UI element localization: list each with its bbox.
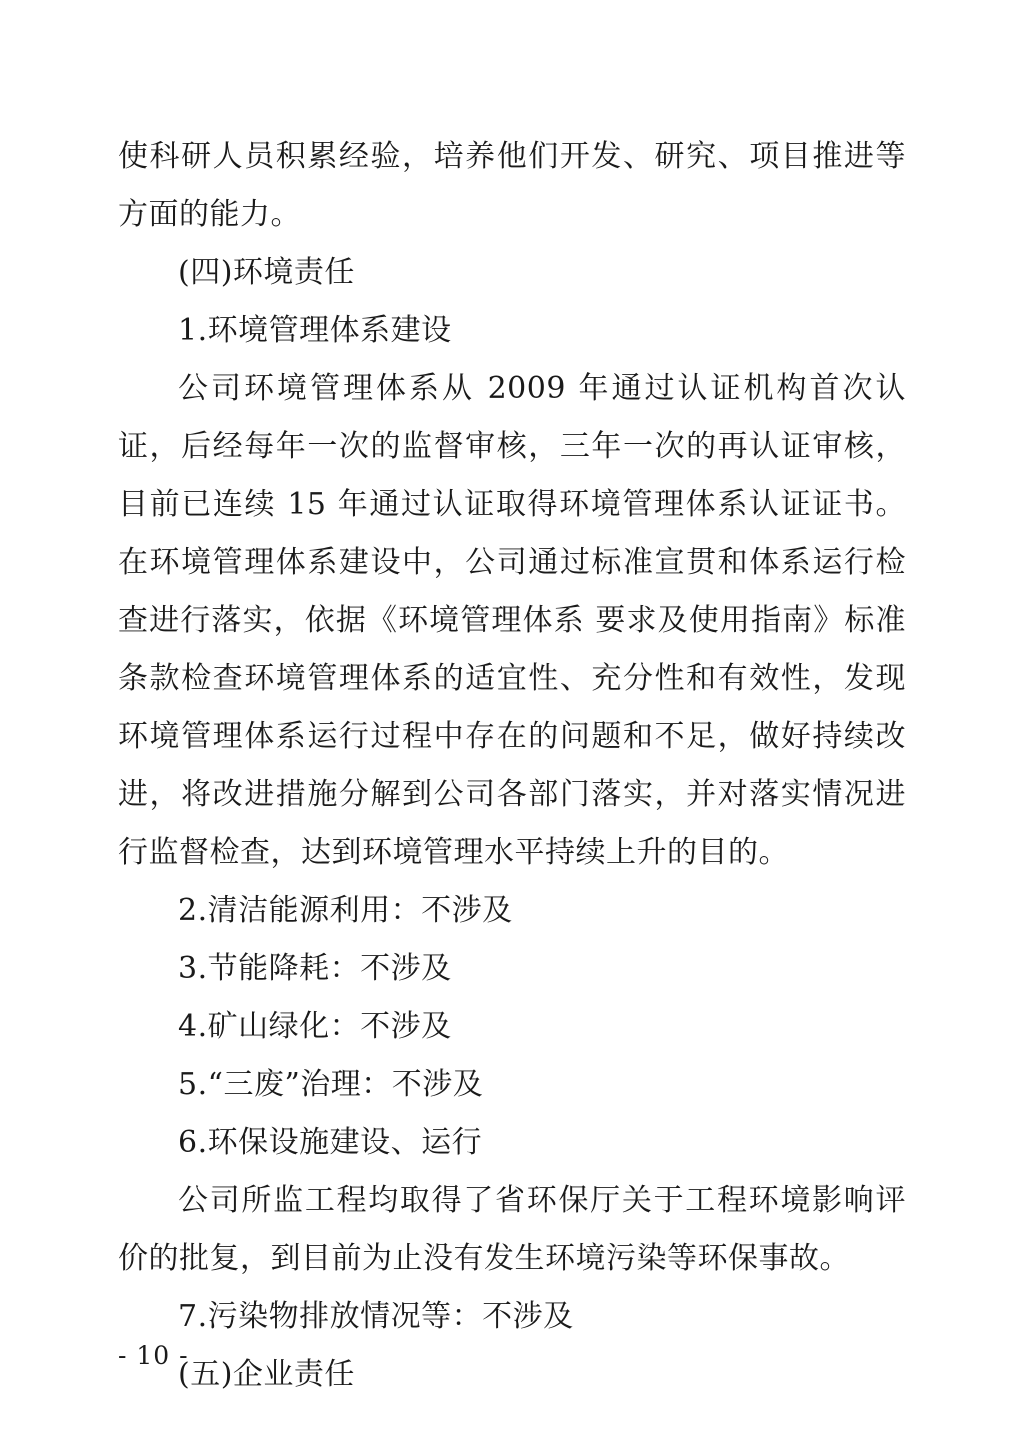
- paragraph-intro-continuation: 使科研人员积累经验，培养他们开发、研究、项目推进等方面的能力。: [118, 139, 906, 232]
- heading-enterprise-responsibility: (五)企业责任: [178, 1357, 355, 1392]
- item-three-wastes: 5.“三废”治理：不涉及: [178, 1067, 484, 1102]
- paragraph-ems-details: 公司环境管理体系从 2009 年通过认证机构首次认证，后经每年一次的监督审核，三年一次的再认证审核，目前已连续 15 年通过认证取得环境管理体系认证证书。在环境管理体系建设中，公司通过标准宣贯和体系运行检查进行落实，依据《环境管理体系 要求及使用指南》标准条款检查环境管理体系的适宜性、充分性和有效性，发现环境管理体系运行过程中存在的问题和不足，做好持续改进，将改进措施分解到公司各部门落实，并对落实情况进行监督检查，达到环境管理水平持续上升的目的。: [118, 371, 906, 870]
- paragraph-environmental-approval: 公司所监工程均取得了省环保厅关于工程环境影响评价的批复，到目前为止没有发生环境污染等环保事故。: [118, 1183, 906, 1276]
- item-environmental-facilities: 6.环保设施建设、运行: [178, 1125, 483, 1160]
- item-clean-energy: 2.清洁能源利用：不涉及: [178, 893, 513, 928]
- item-pollutant-discharge: 7.污染物排放情况等：不涉及: [178, 1299, 574, 1334]
- page-number: - 10 -: [118, 1341, 189, 1370]
- document-body: [118, 128, 906, 1404]
- heading-environmental-responsibility: (四)环境责任: [178, 255, 355, 290]
- item-mine-greening: 4.矿山绿化：不涉及: [178, 1009, 452, 1044]
- item-energy-saving: 3.节能降耗：不涉及: [178, 951, 452, 986]
- heading-ems-construction: 1.环境管理体系建设: [178, 313, 452, 348]
